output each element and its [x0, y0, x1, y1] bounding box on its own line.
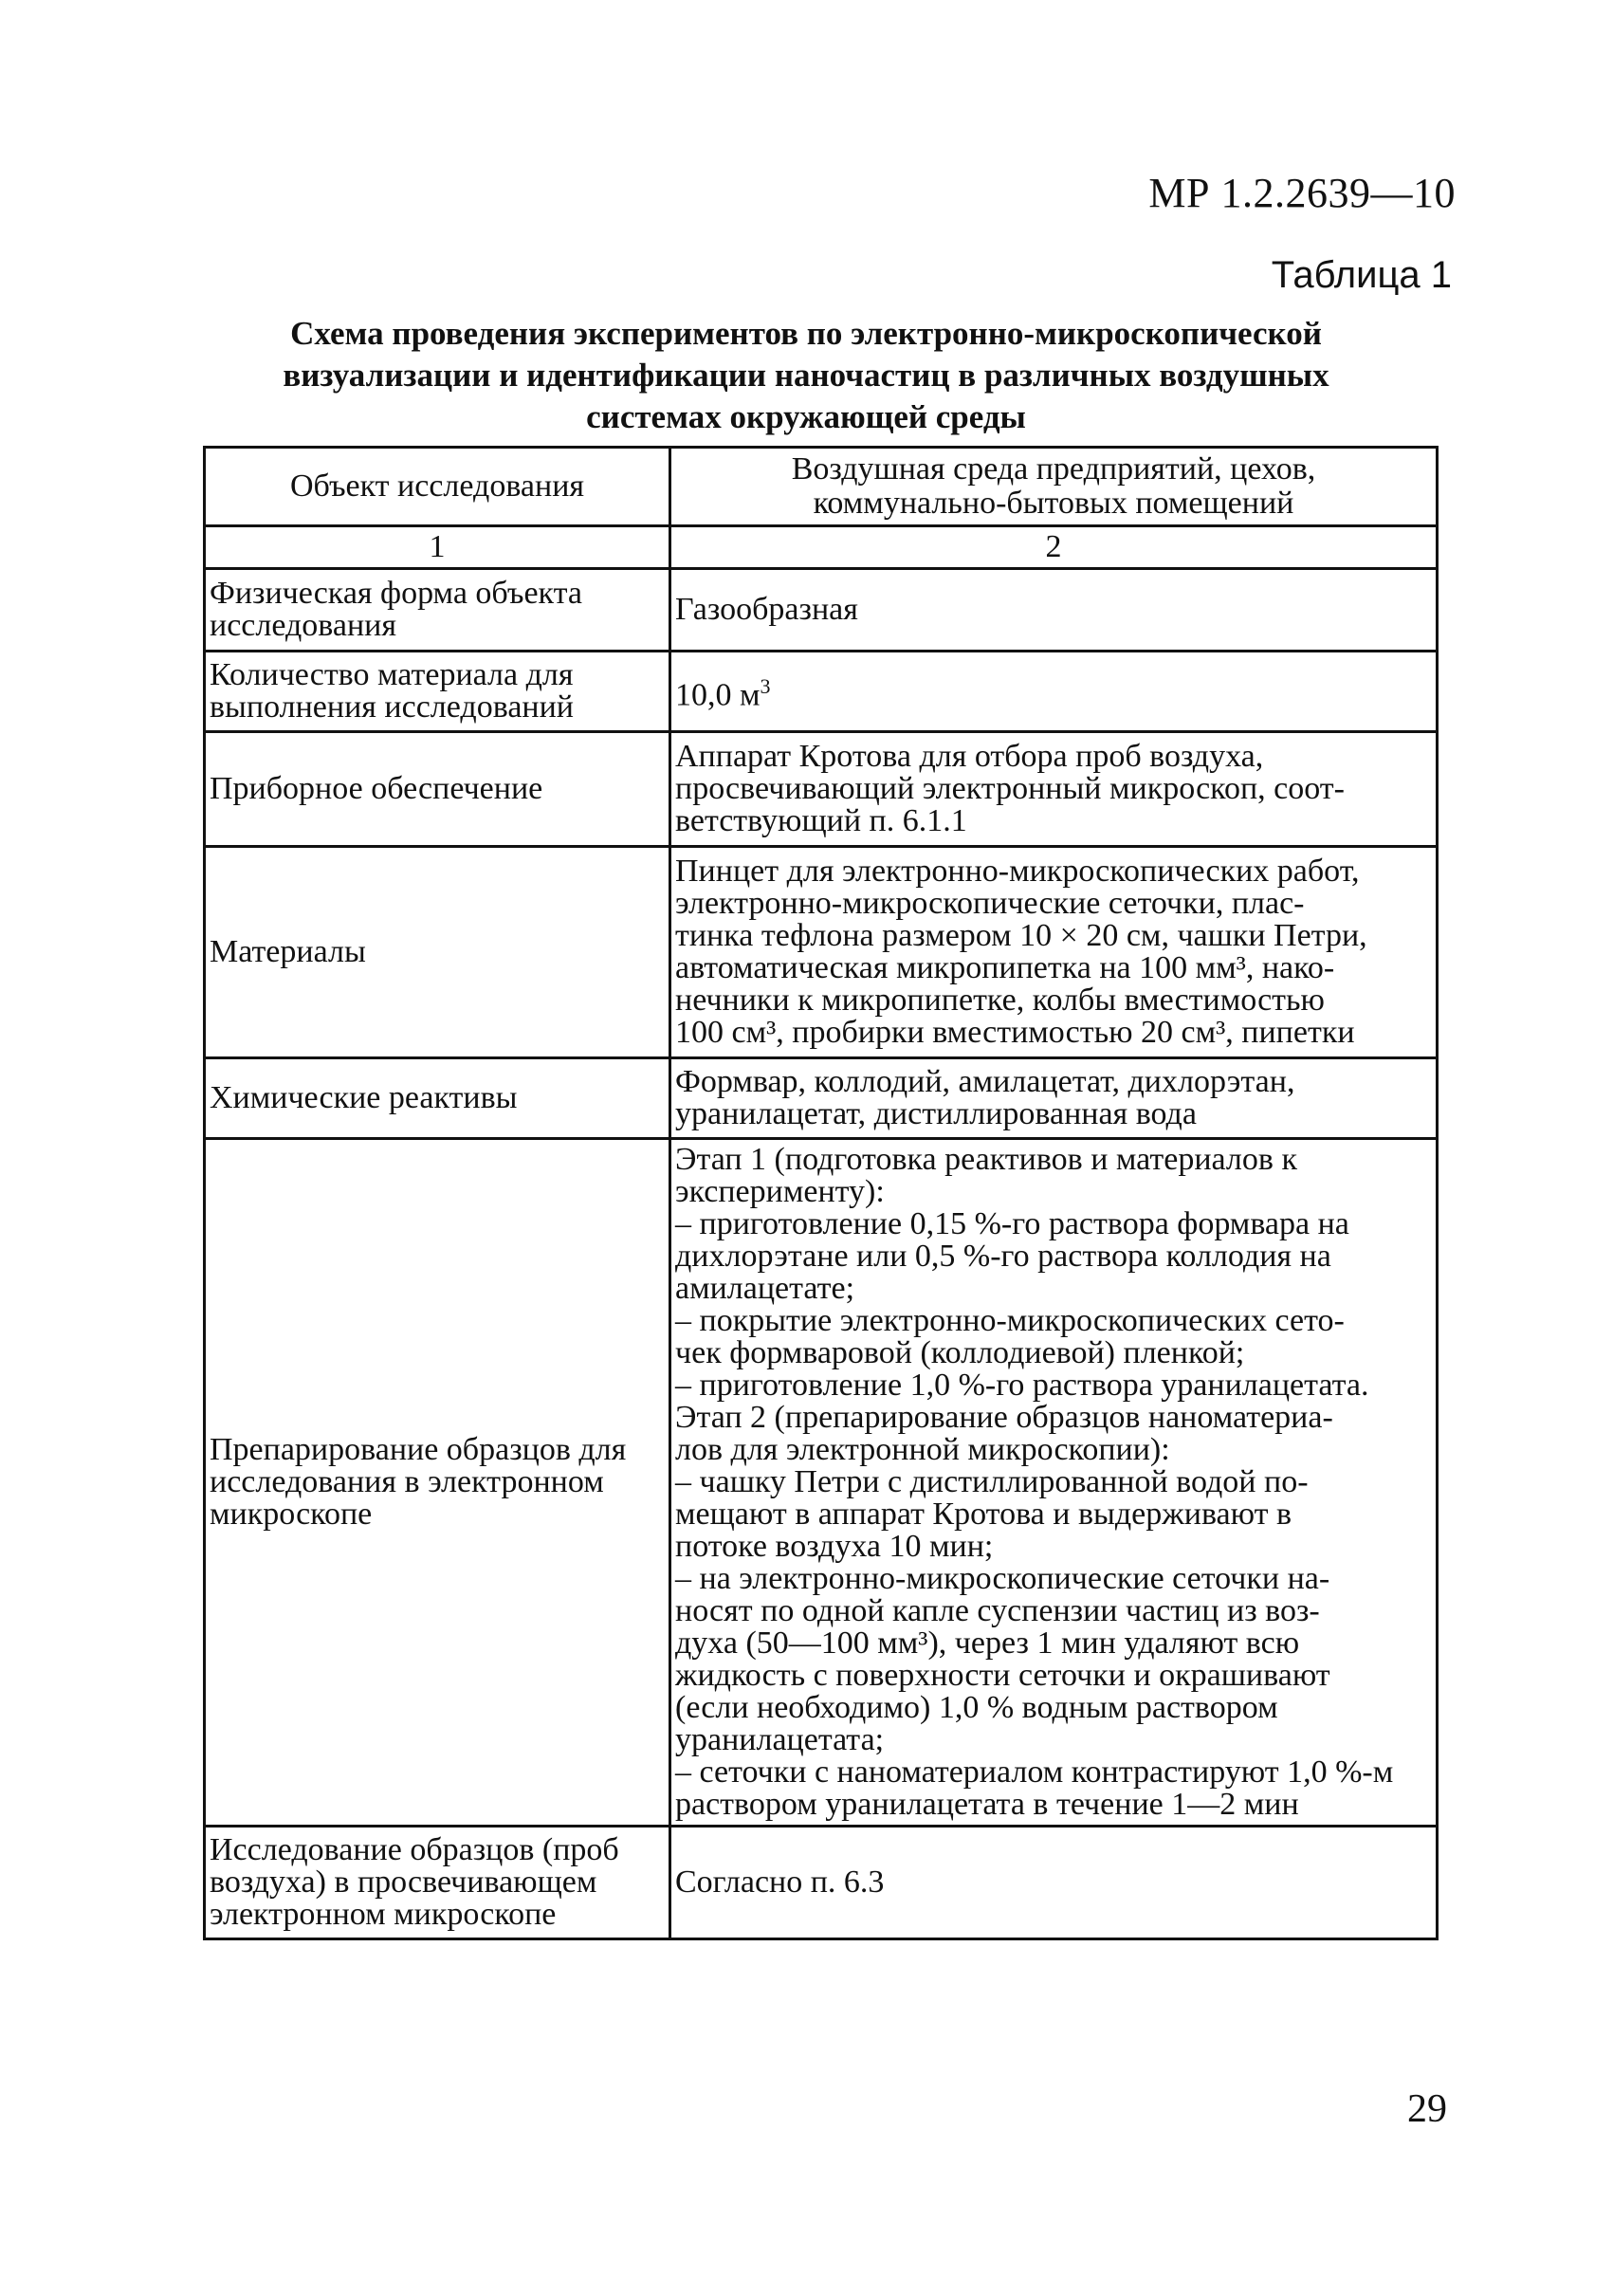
experiment-scheme-table [203, 446, 1439, 1940]
value-line: эксперименту): [675, 1174, 885, 1209]
value-line: тинка тефлона размером 10 × 20 см, чашки Петри, [675, 918, 1367, 953]
value-line: мещают в аппарат Кротова и выдерживают в [675, 1497, 1292, 1532]
value-line: Аппарат Кротова для отбора проб воздуха, [675, 739, 1264, 774]
row-value [670, 847, 1438, 1058]
row-value [670, 1139, 1438, 1827]
column-number-row [205, 526, 1438, 569]
label-line: исследования в электронном [210, 1464, 604, 1499]
label-line: Препарирование образцов для [210, 1432, 627, 1467]
table-row [205, 847, 1438, 1058]
caption-line: Схема проведения экспериментов по электронно-микроскопической [290, 315, 1322, 352]
table-caption [204, 313, 1408, 438]
value-line: – чашку Петри с дистиллированной водой по- [675, 1464, 1309, 1499]
row-value [670, 1058, 1438, 1139]
row-label [205, 569, 670, 652]
label-line: Химические реактивы [210, 1080, 518, 1115]
value-line: электронно-микроскопические сеточки, плас- [675, 886, 1305, 921]
label-line: Материалы [210, 934, 366, 969]
col2-header [670, 448, 1438, 526]
document-code: МР 1.2.2639—10 [1148, 170, 1456, 216]
table-row [205, 732, 1438, 847]
row-label [205, 1827, 670, 1939]
value-text: 10,0 м [675, 677, 761, 713]
value-line: Формвар, коллодий, амилацетат, дихлорэтан, [675, 1064, 1295, 1099]
value-line: – сеточки с наноматериалом контрастируют 1,0 %-м [675, 1754, 1394, 1790]
value-line: Газообразная [675, 592, 858, 627]
value-line: потоке воздуха 10 мин; [675, 1529, 994, 1564]
col2-header-line: коммунально-бытовых помещений [813, 486, 1294, 521]
value-line: (если необходимо) 1,0 % водным раствором [675, 1690, 1278, 1725]
col2-header-line: Воздушная среда предприятий, цехов, [791, 451, 1316, 487]
label-line: электронном микроскопе [210, 1897, 557, 1932]
row-label [205, 847, 670, 1058]
value-line: – приготовление 1,0 %-го раствора уранилацетата. [675, 1368, 1369, 1403]
value-line: раствором уранилацетата в течение 1—2 мин [675, 1787, 1299, 1822]
value-line: нечники к микропипетке, колбы вместимостью [675, 983, 1325, 1018]
value-line: уранилацетата; [675, 1722, 885, 1757]
table-row [205, 652, 1438, 732]
table-row [205, 1139, 1438, 1827]
row-label [205, 1139, 670, 1827]
table-label: Таблица 1 [1271, 254, 1452, 296]
value-line: лов для электронной микроскопии): [675, 1432, 1170, 1467]
value-line: уранилацетат, дистиллированная вода [675, 1096, 1197, 1131]
label-line: Количество материала для [210, 657, 574, 692]
label-line: воздуха) в просвечивающем [210, 1864, 597, 1900]
value-line: – покрытие электронно-микроскопических сето- [675, 1303, 1345, 1338]
value-line: духа (50—100 мм³), через 1 мин удаляют всю [675, 1626, 1300, 1661]
value-line: дихлорэтане или 0,5 %-го раствора коллодия на [675, 1239, 1331, 1274]
caption-line: визуализации и идентификации наночастиц в различных воздушных [283, 357, 1329, 394]
row-value [670, 1827, 1438, 1939]
value-line: Этап 2 (препарирование образцов наноматериа- [675, 1400, 1333, 1435]
label-line: выполнения исследований [210, 689, 574, 725]
value-line: – на электронно-микроскопические сеточки на- [675, 1561, 1330, 1596]
row-value [670, 569, 1438, 652]
value-line: Согласно п. 6.3 [675, 1864, 885, 1900]
caption-line: системах окружающей среды [586, 398, 1026, 435]
page-number: 29 [1407, 2087, 1447, 2131]
value-line: амилацетате; [675, 1271, 855, 1306]
value-line: чек формваровой (коллодиевой) пленкой; [675, 1335, 1245, 1370]
row-value [670, 652, 1438, 732]
value-line: просвечивающий электронный микроскоп, соот- [675, 771, 1345, 806]
value-line: жидкость с поверхности сеточки и окрашивают [675, 1658, 1330, 1693]
col1-number: 1 [205, 526, 670, 569]
label-line: Физическая форма объекта [210, 576, 582, 611]
col1-header: Объект исследования [205, 448, 670, 526]
value-superscript: 3 [760, 674, 771, 699]
value-line: 100 см³, пробирки вместимостью 20 см³, пипетки [675, 1015, 1355, 1050]
value-line: ветствующий п. 6.1.1 [675, 803, 967, 838]
row-label [205, 732, 670, 847]
col2-number: 2 [670, 526, 1438, 569]
table-row [205, 1827, 1438, 1939]
row-label [205, 1058, 670, 1139]
table-row [205, 1058, 1438, 1139]
row-value [670, 732, 1438, 847]
value-line: – приготовление 0,15 %-го раствора формвара на [675, 1206, 1349, 1241]
table-row [205, 569, 1438, 652]
row-label [205, 652, 670, 732]
label-line: Исследование образцов (проб [210, 1832, 619, 1867]
value-line: Этап 1 (подготовка реактивов и материалов к [675, 1142, 1297, 1177]
table-header-row [205, 448, 1438, 526]
label-line: микроскопе [210, 1497, 373, 1532]
value-line: автоматическая микропипетка на 100 мм³, нако- [675, 950, 1335, 985]
label-line: Приборное обеспечение [210, 771, 543, 806]
value-line: носят по одной капле суспензии частиц из воз- [675, 1593, 1320, 1628]
label-line: исследования [210, 608, 397, 643]
value-line: Пинцет для электронно-микроскопических работ, [675, 854, 1360, 889]
